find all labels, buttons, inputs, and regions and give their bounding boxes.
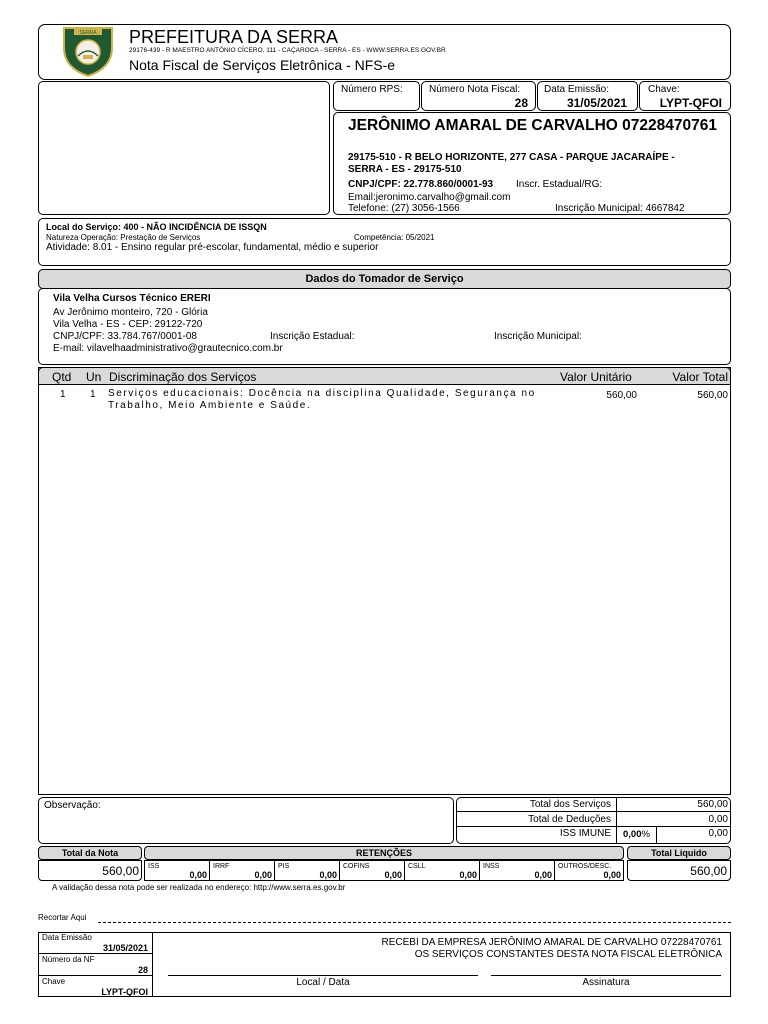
col-un: Un <box>86 370 102 384</box>
receipt-key-value: LYPT-QFOI <box>101 987 148 997</box>
retention-cofins-value: 0,00 <box>384 870 402 880</box>
retentions-header <box>144 846 624 860</box>
net-total-box <box>627 860 731 881</box>
receipt-nf-value: 28 <box>137 965 148 975</box>
iss-rate <box>623 829 650 840</box>
nf-number-box <box>421 81 536 111</box>
receipt-emission-value: 31/05/2021 <box>102 943 148 953</box>
total-note-header <box>38 846 142 860</box>
retention-cell <box>144 860 210 881</box>
nf-number-value: 28 <box>514 96 528 110</box>
rps-box <box>333 81 420 111</box>
row-description-2: Trabalho, Meio Ambiente e Saúde. <box>108 400 312 411</box>
row-un: 1 <box>90 389 96 400</box>
local-date-line <box>168 975 478 976</box>
tomador-state-registration: Inscrição Estadual: <box>270 331 355 342</box>
col-unit-value: Valor Unitário <box>560 370 632 384</box>
competence: Competência: 05/2021 <box>354 233 435 242</box>
tomador-name: Vila Velha Cursos Técnico ERERI <box>53 293 211 304</box>
retention-other-value: 0,00 <box>603 870 621 880</box>
retention-csll-label: CSLL <box>408 863 426 870</box>
provider-ie-label: Inscr. Estadual/RG: <box>516 179 603 190</box>
row-qtd: 1 <box>60 389 66 400</box>
emission-date-value: 31/05/2021 <box>566 96 627 110</box>
emission-date-label: Data Emissão: <box>544 84 610 95</box>
provider-phone: Telefone: (27) 3056-1566 <box>348 203 460 214</box>
iss-value: 0,00 <box>708 828 728 839</box>
retention-pis-label: PIS <box>278 863 290 870</box>
total-services-value: 560,00 <box>697 799 728 810</box>
retention-irrf-label: IRRF <box>213 863 230 870</box>
retention-cell <box>339 860 405 881</box>
retention-irrf-value: 0,00 <box>254 870 272 880</box>
retention-pis-value: 0,00 <box>319 870 337 880</box>
city-address: 29176-439 - R MAESTRO ANTÔNIO CÍCERO, 111 - CAÇAROCA - SERRA - ES - WWW.SERRA.ES.GOV.BR <box>129 47 446 54</box>
total-deductions-value: 0,00 <box>708 814 728 825</box>
total-note-value: 560,00 <box>102 864 139 878</box>
operation-nature: Natureza Operação: Prestação de Serviços <box>46 233 201 242</box>
tomador-cnpj: CNPJ/CPF: 33.784.767/0001-08 <box>53 331 197 342</box>
totals-pct-divider <box>656 826 657 844</box>
cut-here-label: Recortar Aqui <box>38 913 87 922</box>
total-deductions-label: Total de Deduções <box>528 814 611 825</box>
tomador-title: Dados do Tomador de Serviço <box>305 273 464 285</box>
signature-line <box>491 975 721 976</box>
signature-label: Assinatura <box>582 977 630 988</box>
tomador-header <box>38 269 731 289</box>
receipt-emission-label: Data Emissão <box>42 933 92 942</box>
provider-address-2: SERRA - ES - 29175-510 <box>348 164 462 175</box>
services-table <box>38 367 731 795</box>
local-date-label: Local / Data <box>296 977 350 988</box>
total-note-label: Total da Nota <box>61 848 119 858</box>
key-box <box>639 81 731 111</box>
tomador-municipal-registration: Inscrição Municipal: <box>494 331 582 342</box>
row-total-value: 560,00 <box>697 390 728 401</box>
receipt-nf-label: Número da NF <box>42 955 95 964</box>
nf-number-label: Número Nota Fiscal: <box>429 84 521 95</box>
retention-cell <box>404 860 480 881</box>
retention-cell <box>209 860 275 881</box>
observation-label: Observação: <box>44 800 101 811</box>
retention-iss-value: 0,00 <box>189 870 207 880</box>
total-note-box <box>38 860 142 881</box>
iss-rate-unit: % <box>641 829 650 840</box>
service-location: Local do Serviço: 400 - NÃO INCIDÊNCIA DE ISSQN <box>46 222 267 232</box>
col-description: Discriminação dos Serviços <box>109 370 257 384</box>
left-blank-box <box>38 81 330 215</box>
document-title: Nota Fiscal de Serviços Eletrônica - NFS-e <box>129 57 396 73</box>
service-info-box <box>38 218 731 266</box>
net-total-value: 560,00 <box>690 864 727 878</box>
provider-box <box>333 112 731 215</box>
total-services-label: Total dos Serviços <box>529 799 611 810</box>
provider-address-1: 29175-510 - R BELO HORIZONTE, 277 CASA - PARQUE JACARAÍPE - <box>348 152 675 163</box>
row-unit-value: 560,00 <box>606 390 637 401</box>
key-label: Chave: <box>648 84 680 95</box>
col-qtd: Qtd <box>52 370 72 384</box>
iss-label: ISS IMUNE <box>559 828 611 839</box>
receipt-row-divider-2 <box>38 975 152 976</box>
retention-iss-label: ISS <box>148 863 160 870</box>
emission-date-box <box>537 81 638 111</box>
city-seal-logo <box>60 26 116 78</box>
retention-cell <box>554 860 624 881</box>
retention-inss-value: 0,00 <box>534 870 552 880</box>
seal-text: SERRA <box>79 30 97 36</box>
retentions-title: RETENÇÕES <box>355 848 412 858</box>
observation-box <box>38 797 454 844</box>
retention-inss-label: INSS <box>483 863 500 870</box>
cut-line <box>98 922 731 923</box>
tomador-city: Vila Velha - ES - CEP: 29122-720 <box>53 319 203 330</box>
row-description-1: Serviços educacionais: Docência na disciplina Qualidade, Segurança no <box>108 388 536 399</box>
col-total-value: Valor Total <box>672 370 728 384</box>
net-total-label: Total Liquido <box>651 848 707 858</box>
retention-cell <box>274 860 340 881</box>
receipt-row-divider-1 <box>38 953 152 954</box>
retention-csll-value: 0,00 <box>459 870 477 880</box>
retention-cell <box>479 860 555 881</box>
retention-cofins-label: COFINS <box>343 863 370 870</box>
key-value: LYPT-QFOI <box>659 96 722 110</box>
totals-divider-2 <box>456 826 731 827</box>
validation-note: A validação dessa nota pode ser realizada no endereço: http://www.serra.es.gov.br <box>52 883 346 892</box>
provider-municipal-registration: Inscrição Municipal: 4667842 <box>555 203 685 214</box>
receipt-divider <box>152 932 153 997</box>
totals-divider-1 <box>456 811 731 812</box>
retention-other-label: OUTROS/DESC. <box>558 863 612 870</box>
services-header-row <box>38 367 731 385</box>
provider-email: Email:jeronimo.carvalho@gmail.com <box>348 192 511 203</box>
activity: Atividade: 8.01 - Ensino regular pré-escolar, fundamental, médio e superior <box>46 242 379 253</box>
tomador-address: Av Jerônimo monteiro, 720 - Glória <box>53 307 208 318</box>
provider-name: JERÔNIMO AMARAL DE CARVALHO 07228470761 <box>348 117 717 134</box>
provider-cnpj: CNPJ/CPF: 22.778.860/0001-93 <box>348 179 494 190</box>
totals-col-divider <box>616 797 617 844</box>
iss-rate-value: 0,00 <box>623 829 642 840</box>
rps-label: Número RPS: <box>341 84 403 95</box>
tomador-box <box>38 288 731 365</box>
receipt-text-1: RECEBI DA EMPRESA JERÔNIMO AMARAL DE CARVALHO 07228470761 <box>381 937 722 948</box>
receipt-key-label: Chave <box>42 977 66 986</box>
receipt-text-2: OS SERVIÇOS CONSTANTES DESTA NOTA FISCAL ELETRÔNICA <box>414 949 722 960</box>
net-total-header <box>627 846 731 860</box>
tomador-email: E-mail: vilavelhaadministrativo@grautecnico.com.br <box>53 343 283 354</box>
city-title: PREFEITURA DA SERRA <box>129 27 339 47</box>
